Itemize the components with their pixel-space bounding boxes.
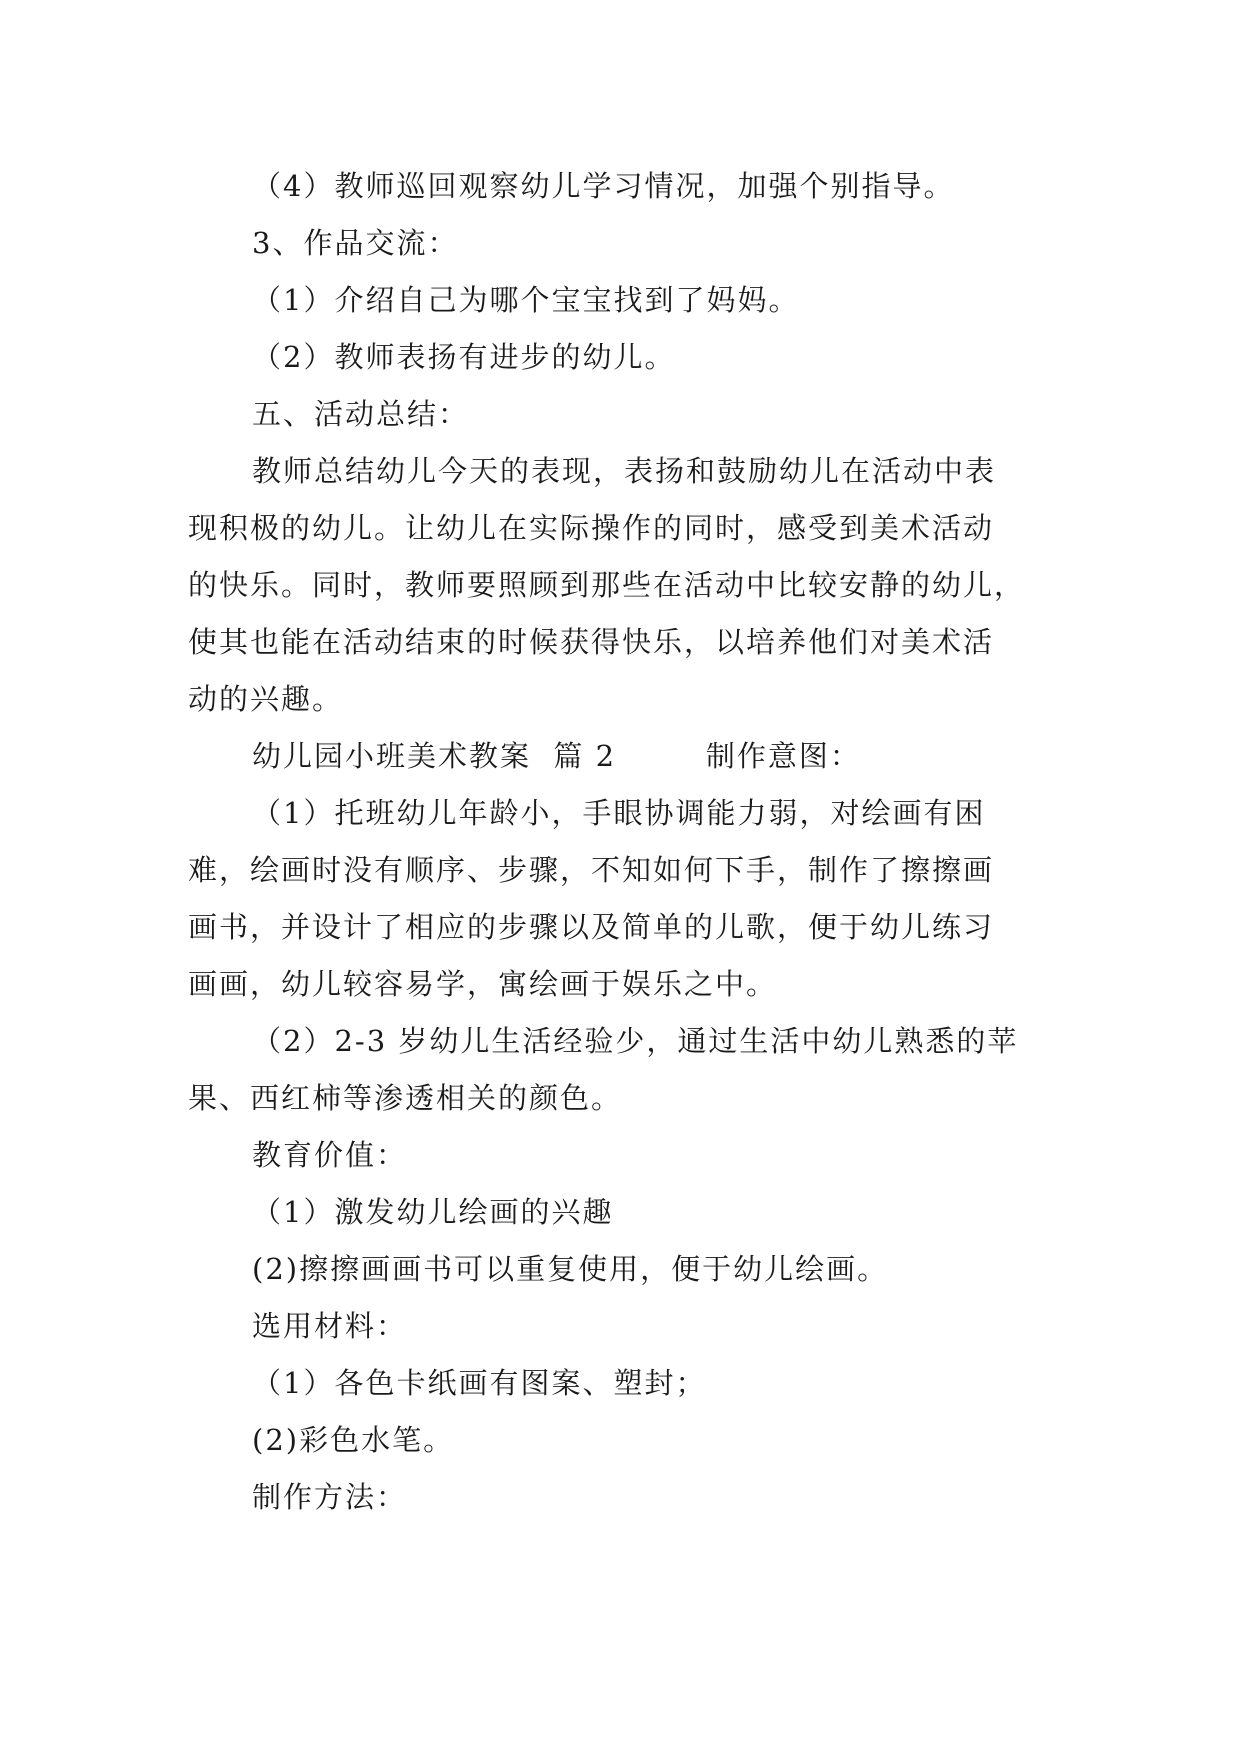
text-line: （1）各色卡纸画有图案、塑封； bbox=[252, 1366, 707, 1400]
text-line: （4）教师巡回观察幼儿学习情况，加强个别指导。 bbox=[252, 169, 955, 203]
section-heading: 五、活动总结： bbox=[252, 397, 470, 431]
text-line: （1）激发幼儿绘画的兴趣 bbox=[252, 1195, 614, 1229]
text-line: 的快乐。同时，教师要照顾到那些在活动中比较安静的幼儿， bbox=[188, 568, 1026, 602]
text-line: 难，绘画时没有顺序、步骤，不知如何下手，制作了擦擦画 bbox=[188, 853, 995, 887]
text-line: (2)彩色水笔。 bbox=[252, 1423, 455, 1457]
text-line: 使其也能在活动结束的时候获得快乐，以培养他们对美术活 bbox=[188, 625, 995, 659]
text-line: (2)擦擦画画书可以重复使用，便于幼儿绘画。 bbox=[252, 1252, 889, 1286]
text-line: （1）托班幼儿年龄小，手眼协调能力弱，对绘画有困 bbox=[252, 796, 986, 830]
text-line: 动的兴趣。 bbox=[188, 682, 344, 716]
text-line: （2）教师表扬有进步的幼儿。 bbox=[252, 340, 676, 374]
text-line: （2）2-3 岁幼儿生活经验少，通过生活中幼儿熟悉的苹 bbox=[252, 1024, 1019, 1058]
text-line: 教师总结幼儿今天的表现，表扬和鼓励幼儿在活动中表 bbox=[252, 454, 997, 488]
section-heading: 幼儿园小班美术教案 篇 2 制作意图： bbox=[252, 739, 861, 773]
text-line: 现积极的幼儿。让幼儿在实际操作的同时，感受到美术活动 bbox=[188, 511, 995, 545]
text-line: 画书，并设计了相应的步骤以及简单的儿歌，便于幼儿练习 bbox=[188, 910, 995, 944]
text-line: （1）介绍自己为哪个宝宝找到了妈妈。 bbox=[252, 283, 800, 317]
text-line: 果、西红柿等渗透相关的颜色。 bbox=[188, 1081, 623, 1115]
section-heading: 3、作品交流： bbox=[252, 226, 459, 260]
text-line: 画画，幼儿较容易学，寓绘画于娱乐之中。 bbox=[188, 967, 778, 1001]
section-heading: 选用材料： bbox=[252, 1309, 408, 1343]
section-heading: 教育价值： bbox=[252, 1138, 408, 1172]
section-heading: 制作方法： bbox=[252, 1480, 408, 1514]
